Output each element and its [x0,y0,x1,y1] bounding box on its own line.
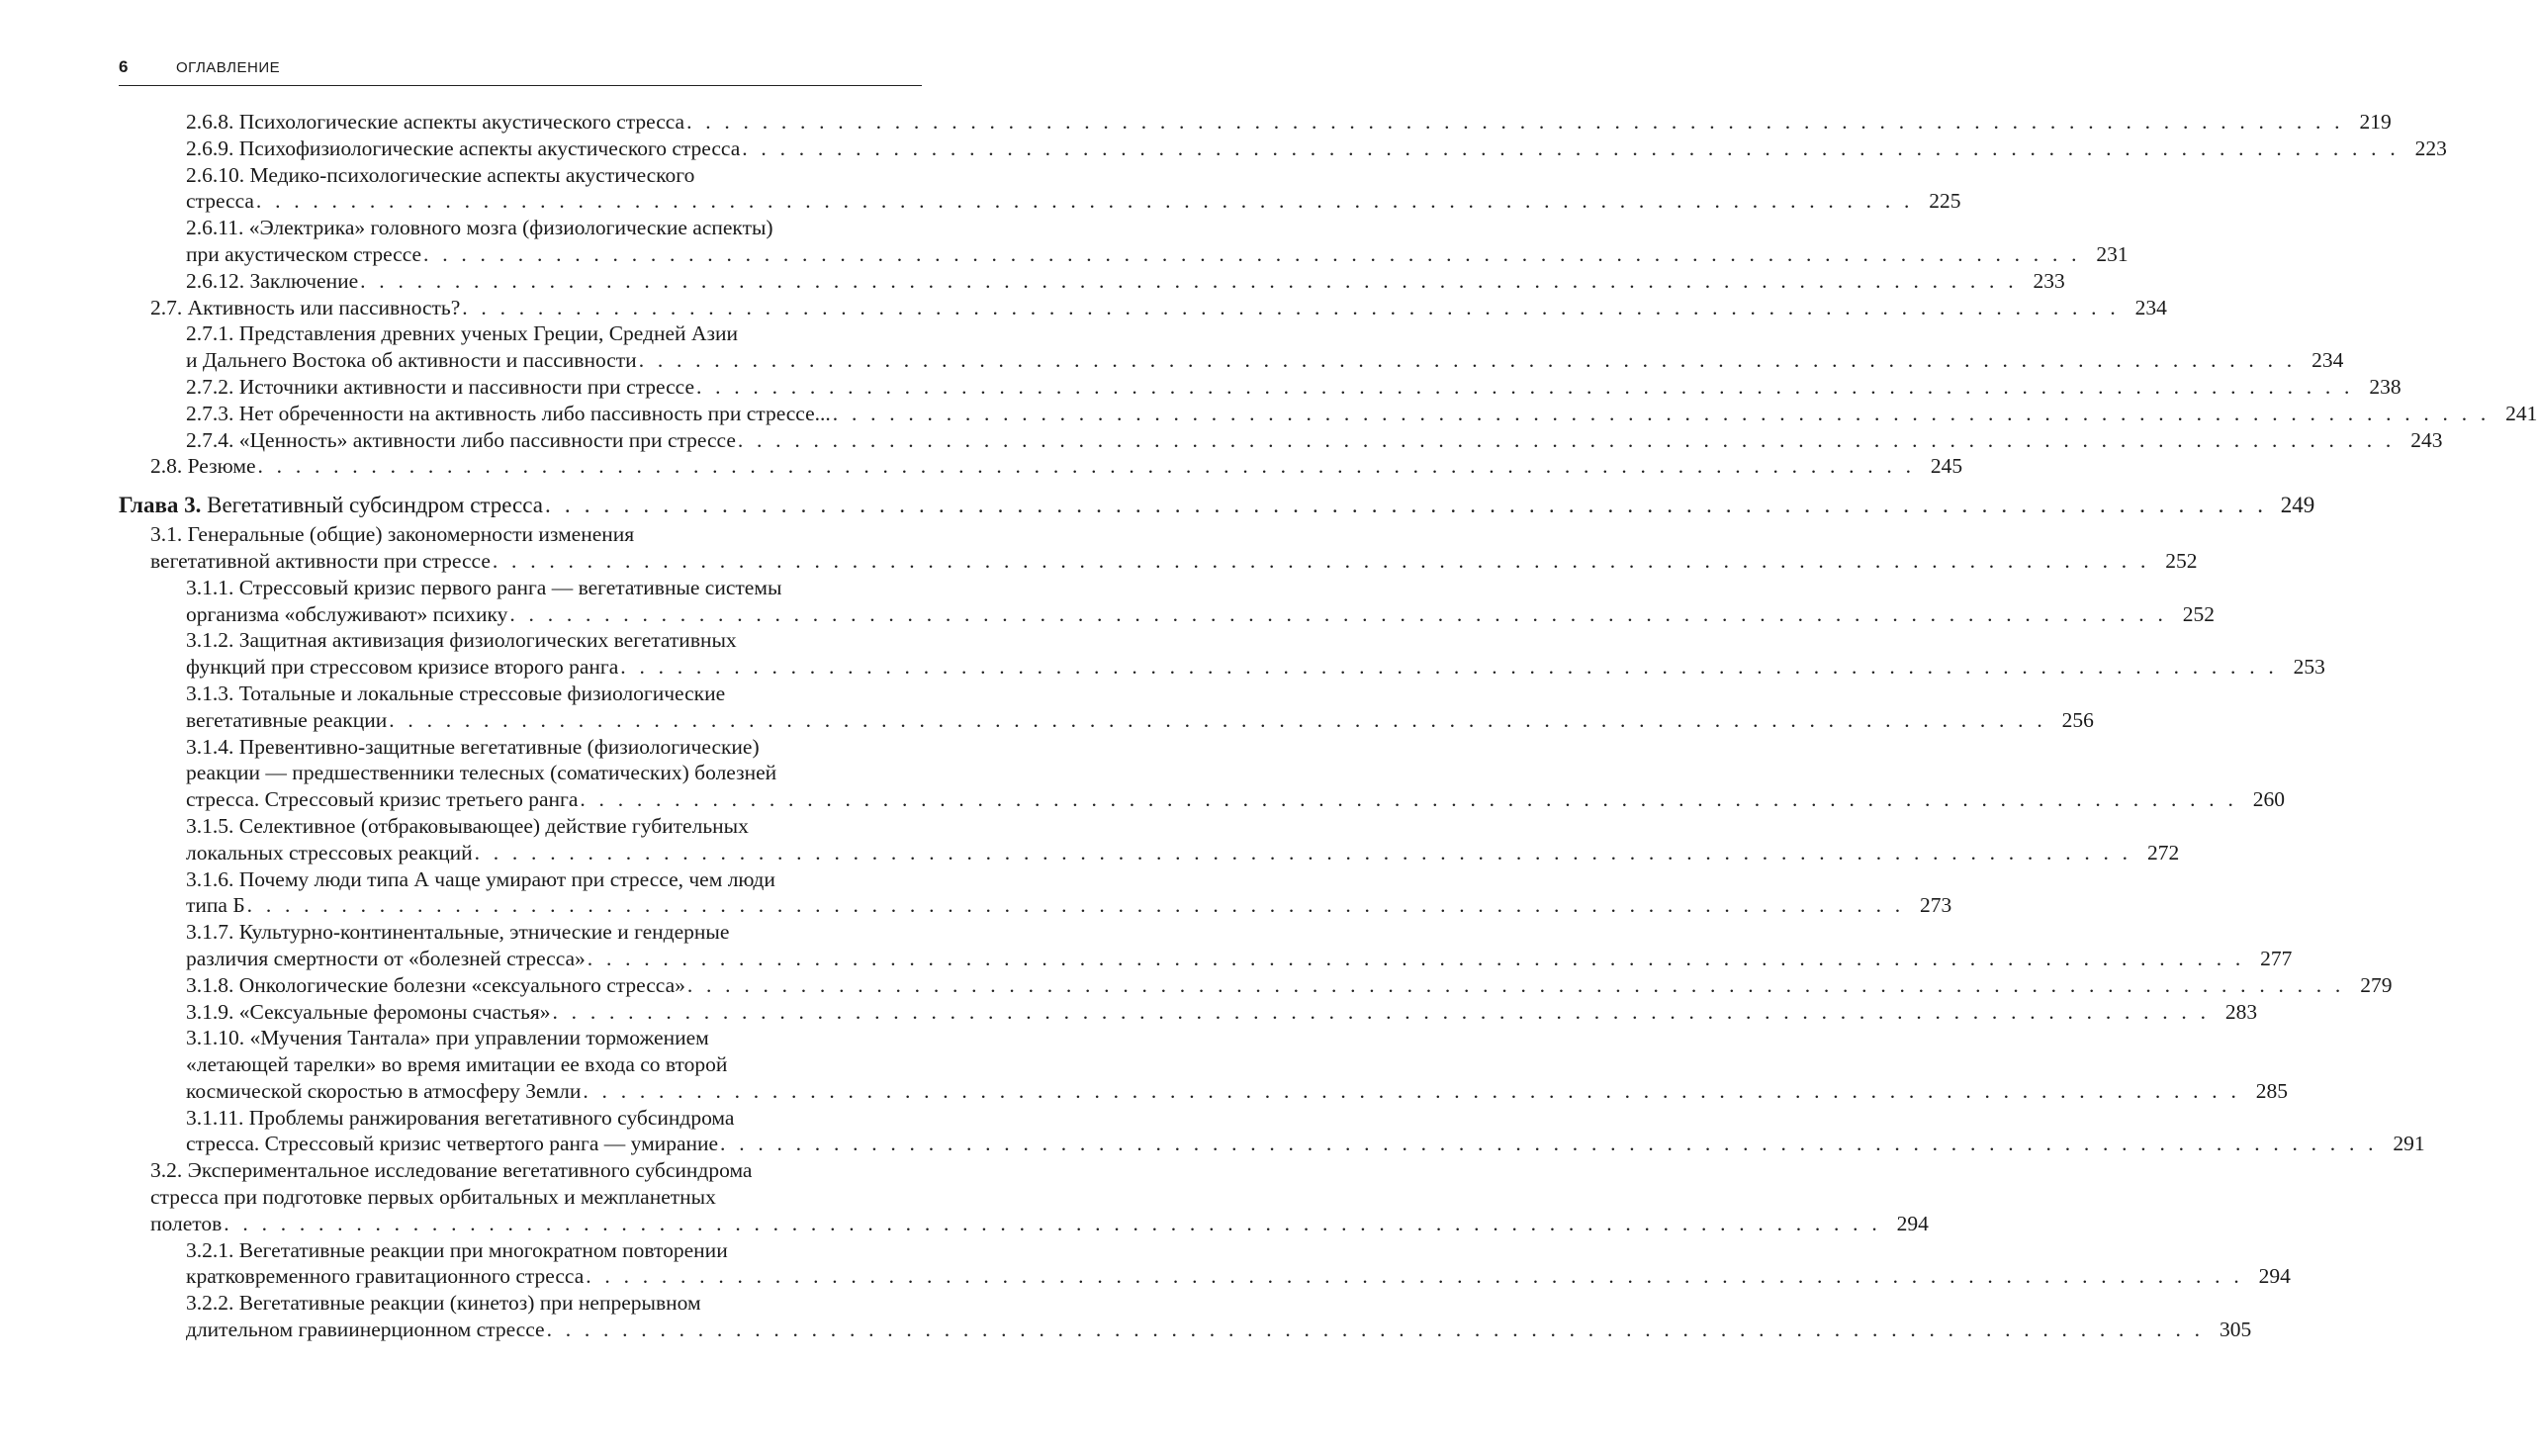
toc-entry-title: вегетативные реакции [186,707,388,732]
toc-entry-title: 2.6.8. Психологические аспекты акустического стресса [186,110,685,134]
toc-subsection-entry[interactable] [0,268,2065,295]
toc-entry-title: 2.7.4. «Ценность» активности либо пассивности при стрессе [186,427,736,452]
running-header [119,55,922,86]
toc-entry-title-line: «летающей тарелки» во время имитации ее входа со второй [186,1052,728,1077]
dot-leader: . . . . . . . . . . . . . . . . . . . . . . . . . . . . . . . . . . . . . . . . . . . . . . . . . . . . . . . . . . . . . . . . . . . . . . . . . . . . . . . . . . . . . . . . [583,1078,2241,1103]
toc-subsection-entry[interactable] [0,162,1961,216]
dot-leader: . . . . . . . . . . . . . . . . . . . . . . . . . . . . . . . . . . . . . . . . . . . . . . . . . . . . . . . . . . . . . . . . . . . . . . . . . . . . . . . . . . . . . . . . [832,401,2491,425]
toc-section-entry[interactable] [0,453,1963,480]
toc-entry-title: 2.7. Активность или пассивность? [150,295,461,319]
dot-leader: . . . . . . . . . . . . . . . . . . . . . . . . . . . . . . . . . . . . . . . . . . . . . . . . . . . . . . . . . . . . . . . . . . . . . . . . . . . . . . . . . . . . . . . . [509,601,2168,626]
toc-entry-final-line [0,1211,1929,1237]
dot-leader: . . . . . . . . . . . . . . . . . . . . . . . . . . . . . . . . . . . . . . . . . . . . . . . . . . . . . . . . . . . . . . . . . . . . . . . . . . . . . . . . . . . . . . . . [423,241,2081,266]
toc-subsection-entry[interactable] [0,972,2393,999]
toc-page-number: 225 [1929,189,1961,214]
toc-page-number: 272 [2146,840,2180,864]
toc-subsection-entry[interactable] [0,109,2392,136]
dot-leader: . . . . . . . . . . . . . . . . . . . . . . . . . . . . . . . . . . . . . . . . . . . . . . . . . . . . . . . . . . . . . . . . . . . . . . . . . . . . . . . . . . . . . . . . [255,189,1914,214]
dot-leader: . . . . . . . . . . . . . . . . . . . . . . . . . . . . . . . . . . . . . . . . . . . . . . . . . . . . . . . . . . . . . . . . . . . . . . . . . . . . . . . . . . . . . . . . [246,893,1905,918]
toc-entry-final-line [0,548,2198,575]
toc-page-number: 233 [2033,268,2065,293]
dot-leader: . . . . . . . . . . . . . . . . . . . . . . . . . . . . . . . . . . . . . . . . . . . . . . . . . . . . . . . . . . . . . . . . . . . . . . . . . . . . . . . . . . . . . . . . [546,1318,2205,1342]
toc-entry-title-line: 3.1.10. «Мучения Тантала» при управлении торможением [186,1026,709,1050]
toc-page-number: 231 [2096,241,2129,266]
toc-entry-title: функций при стрессовом кризисе второго ранга [186,655,619,680]
dot-leader: . . . . . . . . . . . . . . . . . . . . . . . . . . . . . . . . . . . . . . . . . . . . . . . . . . . . . . . . . . . . . . . . . . . . . . . . . . . . . . . . . . . . . . . . [686,972,2345,997]
toc-entry-title: 2.6.9. Психофизиологические аспекты акустического стресса [186,136,741,160]
toc-subsection-entry[interactable] [0,427,2443,454]
toc-subsection-entry[interactable] [0,919,2293,972]
toc-entry-title: Глава 3. Вегетативный субсиндром стресса [119,493,543,518]
toc-section-entry[interactable] [0,1157,1929,1236]
toc-page-number: 245 [1930,454,1963,479]
toc-page-number: 291 [2393,1132,2425,1156]
dot-leader: . . . . . . . . . . . . . . . . . . . . . . . . . . . . . . . . . . . . . . . . . . . . . . . . . . . . . . . . . . . . . . . . . . . . . . . . . . . . . . . . . . . . . . . . [586,1264,2243,1289]
toc-entry-title: полетов [150,1211,223,1235]
toc-entry-title: 2.6.12. Заключение [186,268,359,293]
page-number: 6 [119,57,129,76]
toc-subsection-entry[interactable] [0,575,2216,628]
toc-entry-title-line: 3.1.11. Проблемы ранжирования вегетативного субсиндрома [186,1105,735,1130]
dot-leader: . . . . . . . . . . . . . . . . . . . . . . . . . . . . . . . . . . . . . . . . . . . . . . . . . . . . . . . . . . . . . . . . . . . . . . . . . . . . . . . . . . . . . . . . [474,840,2132,864]
toc-entry-title-line: 3.1.2. Защитная активизация физиологических вегетативных [186,628,737,653]
toc-entry-final-line [0,1131,2425,1157]
toc-entry-title-line: реакции — предшественники телесных (соматических) болезней [186,761,777,785]
toc-entry-final-line [0,374,2401,401]
toc-entry-title-line: 3.2. Экспериментальное исследование вегетативного субсиндрома [150,1158,753,1183]
toc-subsection-entry[interactable] [0,401,2537,427]
toc-entry-title-line: 2.6.11. «Электрика» головного мозга (физиологические аспекты) [186,216,773,240]
toc-page-number: 223 [2414,136,2447,160]
toc-entry-title: типа Б [186,893,245,918]
dot-leader: . . . . . . . . . . . . . . . . . . . . . . . . . . . . . . . . . . . . . . . . . . . . . . . . . . . . . . . . . . . . . . . . . . . . . . . . . . . . . . . . . . . . . . . . [695,374,2354,399]
toc-subsection-entry[interactable] [0,866,1952,920]
toc-entry-final-line [0,401,2537,427]
dot-leader: . . . . . . . . . . . . . . . . . . . . . . . . . . . . . . . . . . . . . . . . . . . . . . . . . . . . . . . . . . . . . . . . . . . . . . . . . . . . . . . . . . . . . . . . [720,1132,2378,1156]
toc-page-number: 234 [2311,348,2344,373]
toc-entry-title-line: 2.6.10. Медико-психологические аспекты акустического [186,162,695,187]
toc-entry-title: и Дальнего Востока об активности и пассивности [186,348,637,373]
toc-page-number: 253 [2293,655,2325,680]
toc-page-number: 294 [2258,1264,2291,1289]
toc-entry-title: 2.7.2. Источники активности и пассивности при стрессе [186,374,694,399]
toc-section-entry[interactable] [0,295,2167,321]
toc-entry-title-line: 3.2.1. Вегетативные реакции при многократном повторении [186,1237,728,1262]
toc-entry-final-line [0,492,2315,519]
toc-entry-final-line [0,241,2129,268]
toc-entry-title: при акустическом стрессе [186,241,422,266]
toc-page-number: 238 [2369,374,2401,399]
dot-leader: . . . . . . . . . . . . . . . . . . . . . . . . . . . . . . . . . . . . . . . . . . . . . . . . . . . . . . . . . . . . . . . . . . . . . . . . . . . . . . . . . . . . . . . . [552,999,2211,1024]
toc-subsection-entry[interactable] [0,1237,2291,1291]
toc-chapter-entry[interactable] [0,492,2315,519]
toc-entry-final-line [0,1263,2291,1290]
toc-entry-final-line [0,109,2392,136]
dot-leader: . . . . . . . . . . . . . . . . . . . . . . . . . . . . . . . . . . . . . . . . . . . . . . . . . . . . . . . . . . . . . . . . . . . . . . . . . . . . . . . . . . . . . . . . [638,348,2297,373]
toc-entry-final-line [0,1078,2289,1105]
toc-page-number: 249 [2280,493,2315,518]
table-of-contents [0,109,2537,1343]
toc-entry-title-line: 3.1.3. Тотальные и локальные стрессовые физиологические [186,681,726,705]
toc-entry-title: 3.1.8. Онкологические болезни «сексуального стресса» [186,972,685,997]
toc-entry-final-line [0,946,2293,972]
running-title: ОГЛАВЛЕНИЕ [176,59,281,76]
toc-entry-title: различия смертности от «болезней стресса» [186,946,586,970]
toc-entry-title-line: 3.1.6. Почему люди типа А чаще умирают при стрессе, чем люди [186,866,775,891]
toc-page-number: 252 [2182,601,2216,626]
dot-leader: . . . . . . . . . . . . . . . . . . . . . . . . . . . . . . . . . . . . . . . . . . . . . . . . . . . . . . . . . . . . . . . . . . . . . . . . . . . . . . . . . . . . . . . . [742,136,2400,160]
toc-entry-final-line [0,654,2325,681]
toc-entry-title: кратковременного гравитационного стресса [186,1264,585,1289]
toc-entry-title: организма «обслуживают» психику [186,601,508,626]
toc-entry-title-line: 3.2.2. Вегетативные реакции (кинетоз) при непрерывном [186,1291,701,1316]
toc-subsection-entry[interactable] [0,813,2180,866]
toc-entry-final-line [0,347,2344,374]
dot-leader: . . . . . . . . . . . . . . . . . . . . . . . . . . . . . . . . . . . . . . . . . . . . . . . . . . . . . . . . . . . . . . . . . . . . . . . . . . . . . . . . . . . . . . . . [686,110,2344,134]
toc-page-number: 241 [2505,401,2537,425]
toc-entry-final-line [0,892,1952,919]
toc-page-number: 285 [2255,1078,2289,1103]
toc-page-number: 243 [2410,427,2443,452]
toc-entry-title-line: стресса при подготовке первых орбитальных и межпланетных [150,1185,716,1210]
toc-entry-title: стресса [186,189,254,214]
toc-entry-final-line [0,840,2180,866]
toc-section-entry[interactable] [0,521,2198,575]
toc-page-number: 234 [2134,295,2167,319]
toc-subsection-entry[interactable] [0,734,2286,813]
toc-subsection-entry[interactable] [0,320,2344,374]
dot-leader: . . . . . . . . . . . . . . . . . . . . . . . . . . . . . . . . . . . . . . . . . . . . . . . . . . . . . . . . . . . . . . . . . . . . . . . . . . . . . . . . . . . . . . . . [580,787,2238,812]
toc-entry-final-line [0,786,2286,813]
dot-leader: . . . . . . . . . . . . . . . . . . . . . . . . . . . . . . . . . . . . . . . . . . . . . . . . . . . . . . . . . . . . . . . . . . . . . . . . . . . . . . . . . . . . . . . . [224,1211,1881,1235]
toc-entry-title: стресса. Стрессовый кризис третьего ранга [186,787,579,812]
toc-subsection-entry[interactable] [0,1105,2425,1158]
dot-leader: . . . . . . . . . . . . . . . . . . . . . . . . . . . . . . . . . . . . . . . . . . . . . . . . . . . . . . . . . . . . . . . . . . . . . . . . . . . . . . . . . . . . . . . . [737,427,2396,452]
toc-entry-title-line: 3.1.7. Культурно-континентальные, этнические и гендерные [186,920,730,945]
toc-subsection-entry[interactable] [0,215,2129,268]
toc-entry-title-line: 2.7.1. Представления древних ученых Греции, Средней Азии [186,321,738,346]
toc-entry-title-line: 3.1. Генеральные (общие) закономерности изменения [150,522,635,547]
toc-page-number: 273 [1920,893,1952,918]
toc-entry-final-line [0,707,2094,734]
dot-leader: . . . . . . . . . . . . . . . . . . . . . . . . . . . . . . . . . . . . . . . . . . . . . . . . . . . . . . . . . . . . . . . . . . . . . . . . . . . . . . . . . . . . . . . . [544,493,2268,518]
toc-entry-final-line [0,972,2393,999]
toc-page-number: 294 [1896,1211,1929,1235]
toc-entry-title: 2.7.3. Нет обреченности на активность либо пассивность при стрессе... [186,401,831,425]
toc-subsection-entry[interactable] [0,627,2325,681]
chapter-label: Глава 3. [119,493,202,518]
dot-leader: . . . . . . . . . . . . . . . . . . . . . . . . . . . . . . . . . . . . . . . . . . . . . . . . . . . . . . . . . . . . . . . . . . . . . . . . . . . . . . . . . . . . . . . . [462,295,2120,319]
toc-page-number: 219 [2359,110,2392,134]
toc-entry-final-line [0,427,2443,454]
toc-entry-title: вегетативной активности при стрессе [150,548,491,573]
toc-page-number: 279 [2360,972,2393,997]
toc-subsection-entry[interactable] [0,136,2447,162]
toc-page-number: 260 [2252,787,2286,812]
dot-leader: . . . . . . . . . . . . . . . . . . . . . . . . . . . . . . . . . . . . . . . . . . . . . . . . . . . . . . . . . . . . . . . . . . . . . . . . . . . . . . . . . . . . . . . . [492,548,2150,573]
toc-entry-title: космической скоростью в атмосферу Земли [186,1078,582,1103]
toc-entry-title-line: 3.1.5. Селективное (отбраковывающее) действие губительных [186,813,749,838]
toc-page-number: 252 [2165,548,2198,573]
toc-entry-final-line [0,268,2065,295]
toc-entry-title: длительном гравиинерционном стрессе [186,1318,545,1342]
dot-leader: . . . . . . . . . . . . . . . . . . . . . . . . . . . . . . . . . . . . . . . . . . . . . . . . . . . . . . . . . . . . . . . . . . . . . . . . . . . . . . . . . . . . . . . . [360,268,2018,293]
toc-entry-title: стресса. Стрессовый кризис четвертого ранга — умирание [186,1132,719,1156]
toc-entry-title-line: 3.1.4. Превентивно-защитные вегетативные (физиологические) [186,734,760,759]
toc-entry-title: локальных стрессовых реакций [186,840,473,864]
toc-entry-title: 2.8. Резюме [150,454,256,479]
toc-page-number: 256 [2061,707,2094,732]
dot-leader: . . . . . . . . . . . . . . . . . . . . . . . . . . . . . . . . . . . . . . . . . . . . . . . . . . . . . . . . . . . . . . . . . . . . . . . . . . . . . . . . . . . . . . . . [257,454,1916,479]
toc-subsection-entry[interactable] [0,1025,2289,1104]
toc-entry-final-line [0,188,1961,215]
toc-page-number: 283 [2224,999,2258,1024]
toc-entry-final-line [0,295,2167,321]
toc-entry-title-line: 3.1.1. Стрессовый кризис первого ранга — вегетативные системы [186,575,782,599]
dot-leader: . . . . . . . . . . . . . . . . . . . . . . . . . . . . . . . . . . . . . . . . . . . . . . . . . . . . . . . . . . . . . . . . . . . . . . . . . . . . . . . . . . . . . . . . [587,946,2245,970]
toc-subsection-entry[interactable] [0,999,2258,1026]
toc-subsection-entry[interactable] [0,1290,2252,1343]
dot-leader: . . . . . . . . . . . . . . . . . . . . . . . . . . . . . . . . . . . . . . . . . . . . . . . . . . . . . . . . . . . . . . . . . . . . . . . . . . . . . . . . . . . . . . . . [389,707,2046,732]
toc-entry-final-line [0,601,2216,628]
toc-entry-final-line [0,136,2447,162]
dot-leader: . . . . . . . . . . . . . . . . . . . . . . . . . . . . . . . . . . . . . . . . . . . . . . . . . . . . . . . . . . . . . . . . . . . . . . . . . . . . . . . . . . . . . . . . [620,655,2278,680]
toc-page-number: 305 [2219,1318,2252,1342]
toc-subsection-entry[interactable] [0,681,2094,734]
toc-entry-final-line [0,999,2258,1026]
toc-entry-title: 3.1.9. «Сексуальные феромоны счастья» [186,999,551,1024]
toc-page-number: 277 [2260,946,2293,970]
toc-entry-final-line [0,453,1963,480]
toc-entry-final-line [0,1317,2252,1343]
toc-subsection-entry[interactable] [0,374,2401,401]
